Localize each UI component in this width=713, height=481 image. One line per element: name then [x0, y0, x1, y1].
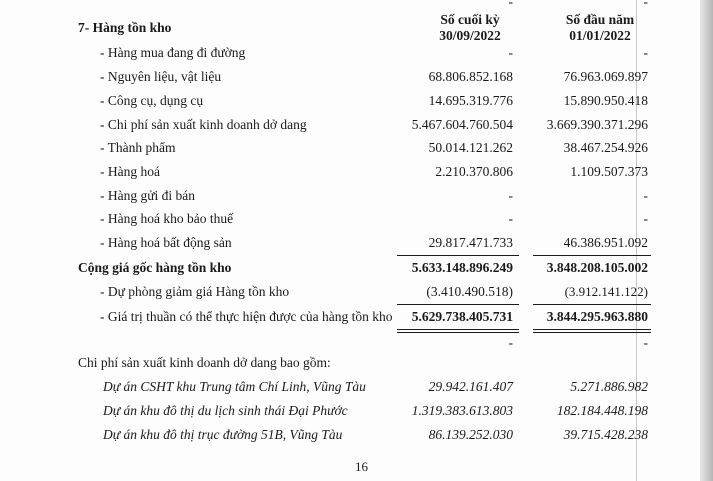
- double-rule-end-1: [397, 329, 519, 330]
- project-value-begin: 182.184.448.198: [556, 403, 648, 418]
- project-row: [0, 424, 713, 446]
- project-label: Dự án khu đô thị trục đường 51B, Vũng Tàu: [103, 427, 343, 442]
- provision-value-end: (3.410.490.518): [426, 284, 513, 299]
- column-header-begin-title: Số đầu năm: [565, 12, 635, 27]
- row-label: - Hàng hoá kho bảo thuế: [100, 211, 234, 226]
- row-value-begin: 76.963.069.897: [563, 69, 648, 84]
- net-row: [0, 306, 713, 328]
- row-value-begin: 3.669.390.371.296: [546, 117, 648, 132]
- table-row: [0, 161, 713, 183]
- row-value-begin: -: [643, 45, 648, 60]
- column-header-begin-date: 01/01/2022: [569, 28, 631, 43]
- provision-row: [0, 281, 713, 303]
- row-value-end: 5.467.604.760.504: [411, 117, 513, 132]
- row-label: - Hàng gửi đi bán: [100, 188, 196, 203]
- row-value-end: -: [508, 211, 513, 226]
- row-value-begin: 15.890.950.418: [563, 93, 648, 108]
- row-value-end: -: [508, 188, 513, 203]
- wip-title-row: [0, 352, 713, 374]
- row-label: - Nguyên liệu, vật liệu: [100, 69, 222, 84]
- table-row: [0, 66, 713, 88]
- total-row: [0, 257, 713, 279]
- project-label: Dự án CSHT khu Trung tâm Chí Linh, Vũng Tàu: [103, 379, 366, 394]
- row-value-end: 2.210.370.806: [435, 164, 513, 179]
- project-value-begin: 39.715.428.238: [563, 427, 648, 442]
- table-row: [0, 114, 713, 136]
- total-label: Cộng giá gốc hàng tồn kho: [78, 260, 232, 275]
- project-value-end: 29.942.161.407: [428, 379, 513, 394]
- row-value-begin: -: [643, 211, 648, 226]
- project-value-begin: 5.271.886.982: [570, 379, 648, 394]
- column-header-begin: [545, 12, 655, 44]
- row-value-begin: 38.467.254.926: [563, 140, 648, 155]
- row-value-begin: 1.109.507.373: [570, 164, 648, 179]
- project-value-end: 1.319.383.613.803: [411, 403, 513, 418]
- column-header-end: [415, 12, 525, 44]
- project-value-end: 86.139.252.030: [428, 427, 513, 442]
- row-value-begin: -: [643, 188, 648, 203]
- table-row: [0, 232, 713, 254]
- net-rule-begin: [533, 304, 651, 305]
- project-row: [0, 376, 713, 398]
- double-rule-begin-1: [533, 329, 651, 330]
- subtotal-rule-begin: [533, 255, 651, 256]
- column-header-end-date: 30/09/2022: [439, 28, 501, 43]
- net-marks-row: [0, 332, 713, 354]
- row-label: - Công cụ, dụng cụ: [100, 93, 204, 108]
- row-label: - Thành phẩm: [100, 140, 176, 155]
- page-number-row: [0, 456, 713, 478]
- row-value-begin: 46.386.951.092: [563, 235, 648, 250]
- row-label: - Hàng hoá: [100, 164, 160, 179]
- net-value-begin: 3.844.295.963.880: [546, 309, 648, 324]
- net-mark-col2: -: [643, 335, 648, 350]
- row-value-end: 14.695.319.776: [428, 93, 513, 108]
- row-value-end: -: [508, 45, 513, 60]
- top-mark-col1: -: [508, 0, 513, 9]
- subtotal-rule-end: [397, 255, 519, 256]
- row-value-end: 50.014.121.262: [428, 140, 513, 155]
- table-row: [0, 90, 713, 112]
- row-label: - Hàng mua đang đi đường: [100, 45, 246, 60]
- table-row: [0, 137, 713, 159]
- net-mark-col1: -: [508, 335, 513, 350]
- top-mark-col2: -: [643, 0, 648, 9]
- row-label: - Hàng hoá bất động sản: [100, 235, 232, 250]
- net-value-end: 5.629.738.405.731: [411, 309, 513, 324]
- row-value-end: 68.806.852.168: [428, 69, 513, 84]
- net-label: - Giá trị thuần có thể thực hiện được của hàng tồn kho: [100, 309, 393, 324]
- project-row: [0, 400, 713, 422]
- column-header-end-title: Số cuối kỳ: [440, 12, 500, 27]
- wip-title: Chi phí sản xuất kinh doanh dở dang bao gồm:: [78, 355, 331, 370]
- net-rule-end: [397, 304, 519, 305]
- section-title: 7- Hàng tồn kho: [78, 20, 172, 35]
- table-row: [0, 42, 713, 64]
- table-row: [0, 185, 713, 207]
- provision-label: - Dự phòng giảm giá Hàng tồn kho: [100, 284, 290, 299]
- provision-value-begin: (3.912.141.122): [564, 284, 648, 299]
- row-value-end: 29.817.471.733: [428, 235, 513, 250]
- row-label: - Chi phí sản xuất kinh doanh dở dang: [100, 117, 307, 132]
- page-number: 16: [355, 459, 368, 474]
- table-row: [0, 208, 713, 230]
- total-value-end: 5.633.148.896.249: [411, 260, 513, 275]
- project-label: Dự án khu đô thị du lịch sinh thái Đại Phước: [103, 403, 348, 418]
- total-value-begin: 3.848.208.105.002: [546, 260, 648, 275]
